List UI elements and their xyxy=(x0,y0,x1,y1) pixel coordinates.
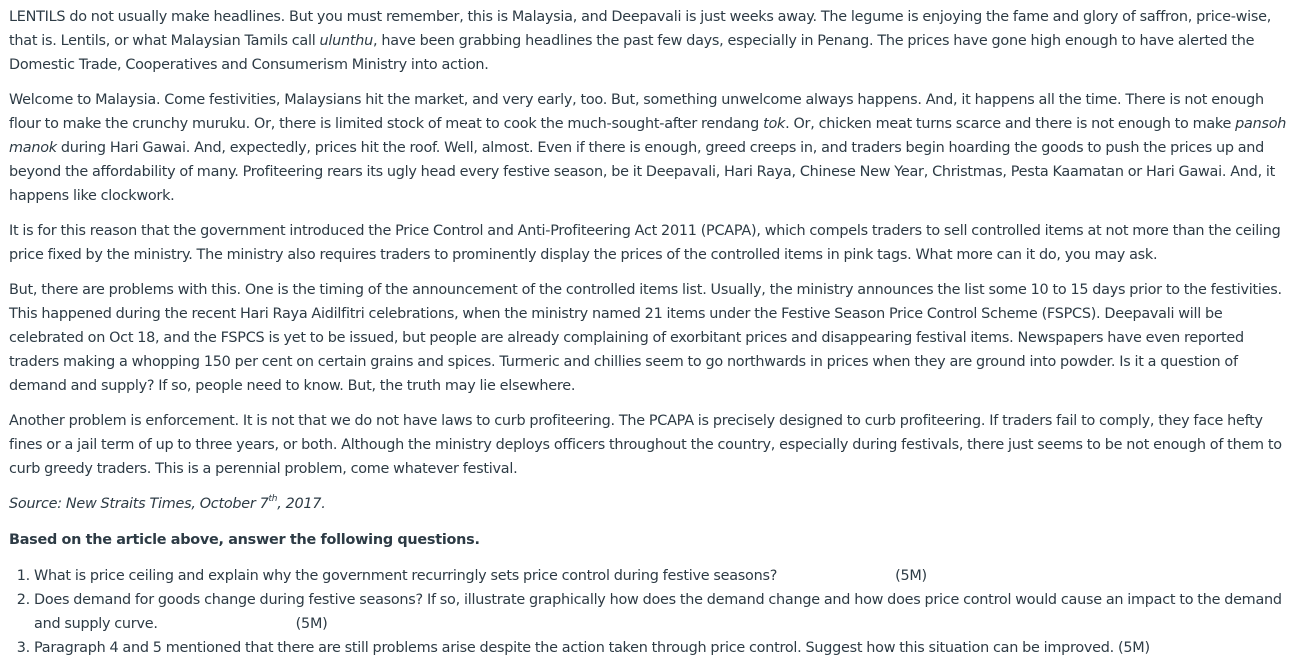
source-text: Source: New Straits Times, October 7 xyxy=(9,496,269,512)
questions-list xyxy=(9,564,1294,660)
paragraph-text: , have been grabbing headlines the past few days, especially in Penang. The prices have gone high enough to have alerted the Domestic Trade, Cooperatives and Consumerism Ministry into action. xyxy=(9,33,1255,73)
question-marks: (5M) xyxy=(895,568,927,584)
article-paragraph-3: It is for this reason that the government introduced the Price Control and Anti-Profiteering Act 2011 (PCAPA), which compels traders to sell controlled items at not more than the ceiling price fixed by the ministry. The ministry also requires traders to prominently display the prices of the controlled items in pink tags. What more can it do, you may ask. xyxy=(9,223,1281,263)
article-paragraph-4: But, there are problems with this. One is the timing of the announcement of the controlled items list. Usually, the ministry announces the list some 10 to 15 days prior to the festivities. This happened during the recent Hari Raya Aidilfitri celebrations, when the ministry named 21 items under the Festive Season Price Control Scheme (FSPCS). Deepavali will be celebrated on Oct 18, and the FSPCS is yet to be issued, but people are already complaining of exorbitant prices and disappearing festival items. Newspapers have even reported traders making a whopping 150 per cent on certain grains and spices. Turmeric and chillies seem to go northwards in prices when they are ground into powder. Is it a question of demand and supply? If so, people need to know. But, the truth may lie elsewhere. xyxy=(9,282,1282,394)
paragraph-text: LENTILS do not usually make headlines. But you must remember, this is Malaysia, and Deepavali is just weeks away. The legume is enjoying the fame and glory of saffron, price-wise, that is. Lentils, or what Malaysian Tamils call xyxy=(9,9,1272,49)
source-tail: , 2017. xyxy=(277,496,326,512)
italic-term-tok: tok xyxy=(763,116,786,132)
question-item xyxy=(34,636,1294,660)
question-item xyxy=(34,564,1294,588)
question-text: Does demand for goods change during festive seasons? If so, illustrate graphically how does the demand change and how does price control would cause an impact to the demand and supply curve. xyxy=(34,592,1282,632)
question-item xyxy=(34,588,1294,636)
italic-term-ulunthu: ulunthu xyxy=(319,33,373,49)
italic-term-pansoh-manok: pansoh manok xyxy=(9,116,1287,156)
article-paragraph-1 xyxy=(9,5,1294,77)
instructions-heading: Based on the article above, answer the following questions. xyxy=(9,532,480,548)
question-marks: (5M) xyxy=(295,616,328,632)
question-marks: (5M) xyxy=(1118,640,1150,656)
paragraph-text: Welcome to Malaysia. Come festivities, Malaysians hit the market, and very early, too. But, something unwelcome always happens. And, it happens all the time. There is not enough flour to make the crunchy muruku. Or, there is limited stock of meat to cook the much-sought-after rendang xyxy=(9,92,1264,132)
question-text: What is price ceiling and explain why the government recurringly sets price control during festive seasons? xyxy=(34,568,778,584)
question-text: Paragraph 4 and 5 mentioned that there are still problems arise despite the action taken through price control. Suggest how this situation can be improved. xyxy=(34,640,1114,656)
article-paragraph-2 xyxy=(9,88,1294,208)
paragraph-text: . Or, chicken meat turns scarce and there is not enough to make xyxy=(785,116,1236,132)
source-citation xyxy=(9,492,1294,516)
source-superscript: th xyxy=(268,494,278,505)
paragraph-text: during Hari Gawai. And, expectedly, prices hit the roof. Well, almost. Even if there is enough, greed creeps in, and traders begin hoarding the goods to push the prices up and beyond the affordability of many. Profiteering rears its ugly head every festive season, be it Deepavali, Hari Raya, Chinese New Year, Christmas, Pesta Kaamatan or Hari Gawai. And, it happens like clockwork. xyxy=(9,140,1276,204)
article-paragraph-5: Another problem is enforcement. It is not that we do not have laws to curb profiteering. The PCAPA is precisely designed to curb profiteering. If traders fail to comply, they face hefty fines or a jail term of up to three years, or both. Although the ministry deploys officers throughout the country, especially during festivals, there just seems to be not enough of them to curb greedy traders. This is a perennial problem, come whatever festival. xyxy=(9,413,1282,477)
